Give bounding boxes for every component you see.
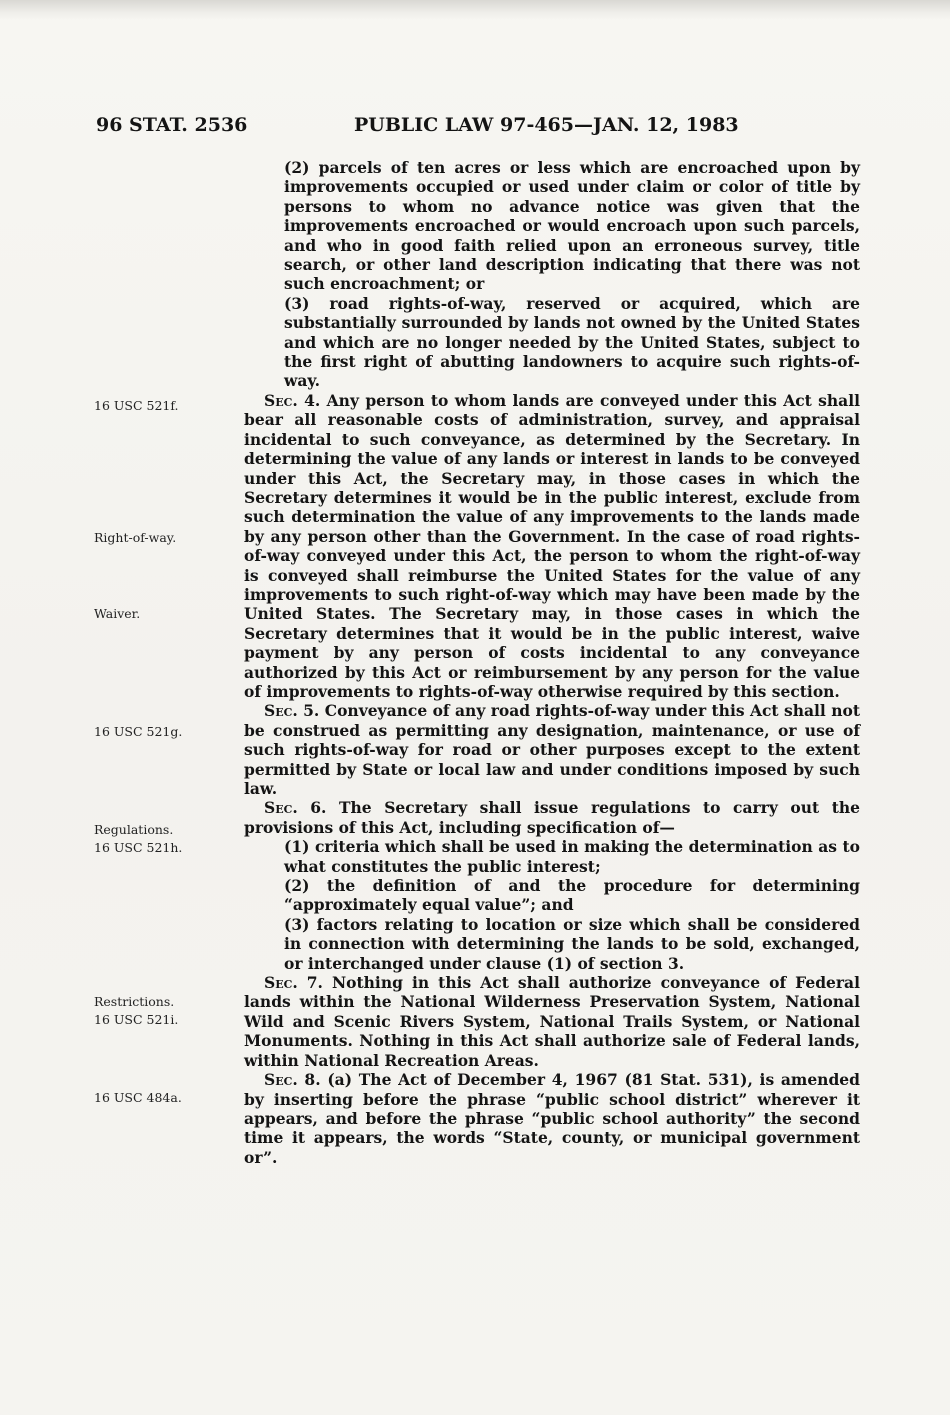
clause-3: (3) road rights-of-way, reserved or acquired, which are substantially surrounded by lands not owned by the United States and which are no longer needed by the United States, subject to the first right of abutting landowners to acquire such rights-of-way.: [284, 293, 860, 391]
section-6-clause-1: (1) criteria which shall be used in making the determination as to what constitutes the public interest;: [284, 837, 860, 876]
margin-note-usc-521f: 16 USC 521f.: [94, 398, 179, 413]
page-header: [96, 114, 856, 146]
public-law-title: PUBLIC LAW 97-465—JAN. 12, 1983: [354, 114, 739, 136]
section-8-label: Sec. 8.: [264, 1070, 321, 1090]
section-5: Sec. 5. Conveyance of any road rights-of-way under this Act shall not be construed as permitting any designation, maintenance, or use of such rights-of-way for road or other purposes except to the extent permitted by State or local law and under conditions imposed by such law.: [244, 701, 860, 798]
margin-note-waiver: Waiver.: [94, 606, 141, 621]
section-6: Sec. 6. The Secretary shall issue regulations to carry out the provisions of this Act, including specification of—: [244, 798, 860, 837]
section-5-label: Sec. 5.: [264, 701, 320, 721]
margin-note-restrictions: Restrictions.: [94, 994, 175, 1009]
statute-body: [244, 158, 860, 1167]
margin-note-usc-521g: 16 USC 521g.: [94, 724, 183, 739]
section-7-label: Sec. 7.: [264, 973, 323, 993]
margin-note-usc-521h: 16 USC 521h.: [94, 840, 183, 855]
section-6-clause-2: (2) the definition of and the procedure for determining “approximately equal value”; and: [284, 876, 860, 915]
section-4-label: Sec. 4.: [264, 390, 321, 410]
section-8: Sec. 8. (a) The Act of December 4, 1967 (81 Stat. 531), is amended by inserting before the phrase “public school district” wherever it appears, and before the phrase “public school authority” the second time it appears, the words “State, county, or municipal government or”.: [244, 1070, 860, 1167]
section-6-label: Sec. 6.: [264, 798, 327, 818]
margin-note-right-of-way: Right-of-way.: [94, 530, 177, 545]
clause-2: (2) parcels of ten acres or less which are encroached upon by improvements occupied or used under claim or color of title by persons to whom no advance notice was given that the improvements encroached or would encroach upon such parcels, and who in good faith relied upon an erroneous survey, title search, or other land description indicating that there was not such encroachment; or: [284, 158, 860, 294]
section-4: Sec. 4. Any person to whom lands are conveyed under this Act shall bear all reasonable costs of administration, survey, and appraisal incidental to such conveyance, as determined by the Secretary. In determining the value of any lands or interest in lands to be conveyed under this Act, the Secretary may, in those cases in which the Secretary determines it would be in the public interest, exclude from such determination the value of any improvements to the lands made by any person other than the Government. In the case of road rights-of-way conveyed under this Act, the person to whom the right-of-way is conveyed shall reimburse the United States for the value of any improvements to such right-of-way which may have been made by the United States. The Secretary may, in those cases in which the Secretary determines that it would be in the public interest, waive payment by any person of costs incidental to any conveyance authorized by this Act or reimbursement by any person for the value of improvements to rights-of-way otherwise required by this section.: [244, 390, 860, 701]
margin-note-usc-521i: 16 USC 521i.: [94, 1012, 179, 1027]
section-7: Sec. 7. Nothing in this Act shall authorize conveyance of Federal lands within the National Wilderness Preservation System, National Wild and Scenic Rivers System, National Trails System, or National Monuments. Nothing in this Act shall authorize sale of Federal lands, within National Recreation Areas.: [244, 973, 860, 1070]
margin-note-regulations: Regulations.: [94, 822, 174, 837]
scan-edge-shadow: [0, 0, 950, 20]
section-6-clause-3: (3) factors relating to location or size which shall be considered in connection with determining the lands to be sold, exchanged, or interchanged under clause (1) of section 3.: [284, 914, 860, 973]
statute-page-reference: 96 STAT. 2536: [96, 114, 248, 136]
margin-note-usc-484a: 16 USC 484a.: [94, 1090, 182, 1105]
